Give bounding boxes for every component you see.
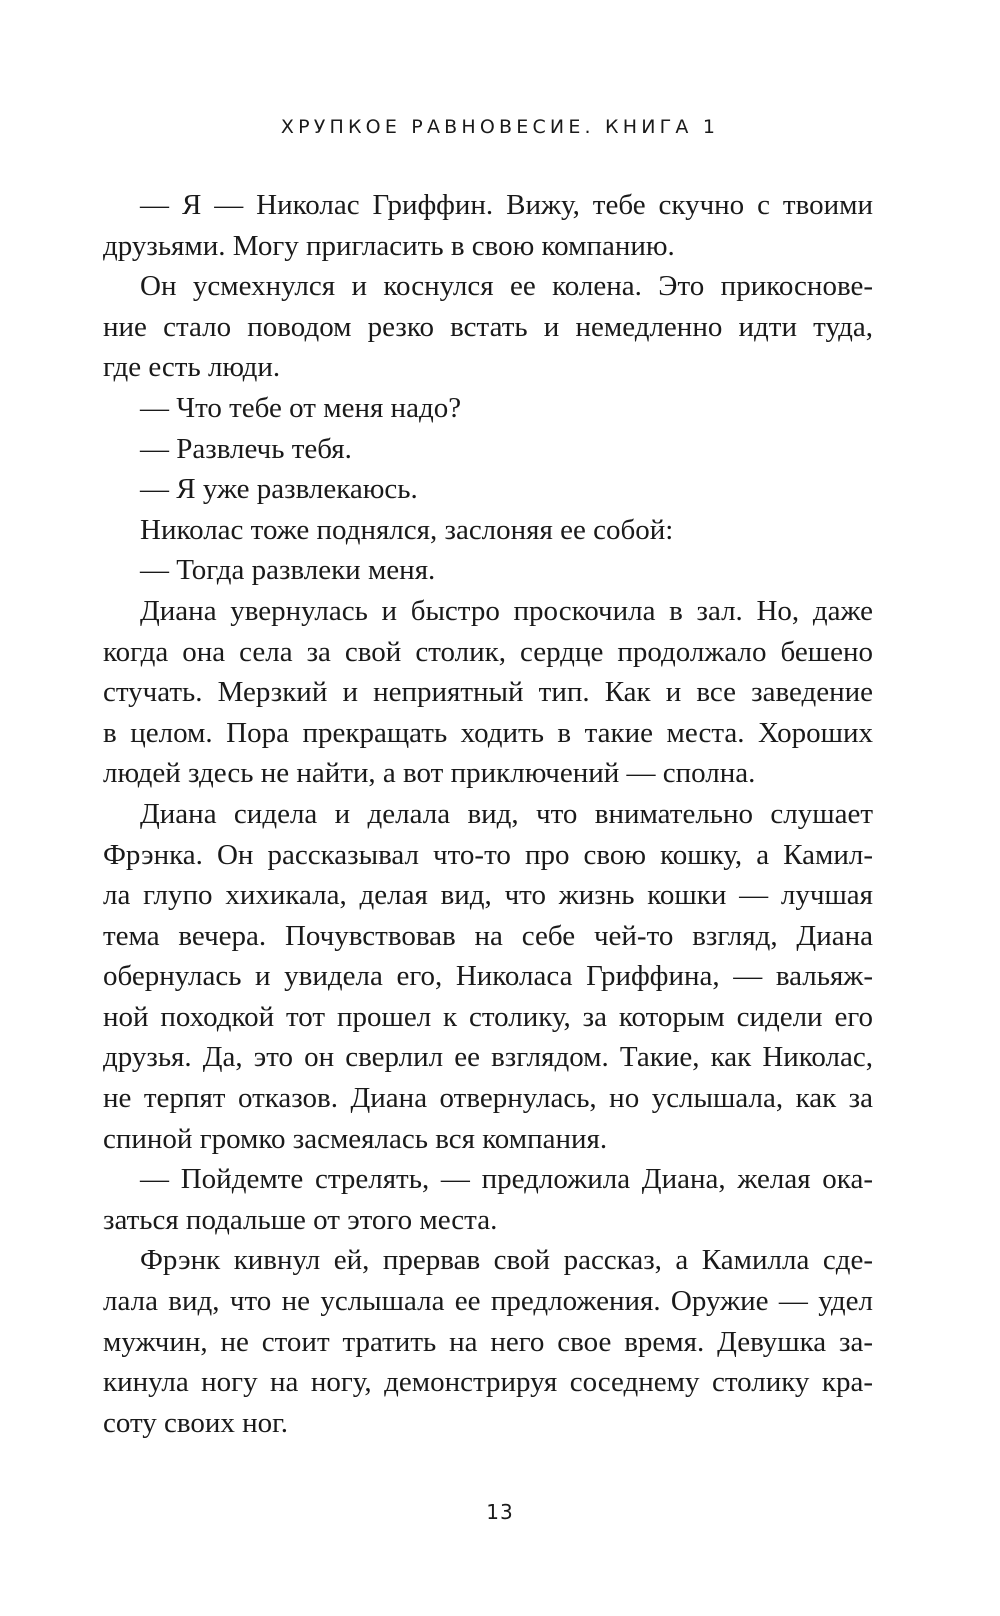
text-line: — Я — Николас Гриффин. Вижу, тебе скучно с твоими (140, 189, 873, 221)
text-line: стучать. Мерзкий и неприятный тип. Как и все заведение (103, 676, 873, 709)
text-line: Фрэнка. Он рассказывал что-то про свою кошку, а Камил- (103, 838, 873, 871)
text-line: когда она села за свой столик, сердце продолжало бешено (103, 635, 873, 668)
text-line: соту своих ног. (103, 1406, 289, 1439)
text-line: Николас тоже поднялся, заслоняя ее собой: (140, 513, 674, 546)
text-line: кинула ногу на ногу, демонстрируя соседнему столику кра- (103, 1366, 873, 1399)
page-number: 13 (486, 1500, 514, 1524)
text-line: Фрэнк кивнул ей, прервав свой рассказ, а Камилла сде- (140, 1244, 873, 1277)
text-line: не терпят отказов. Диана отвернулась, но услышала, как за (103, 1082, 873, 1115)
text-line: Диана сидела и делала вид, что внимательно слушает (140, 797, 873, 830)
text-line: — Тогда развлеки меня. (140, 554, 436, 587)
text-line: мужчин, не стоит тратить на него свое время. Девушка за- (103, 1325, 873, 1358)
text-line: обернулась и увидела его, Николаса Гриффина, — вальяж- (103, 960, 873, 993)
body-text (103, 185, 873, 1443)
text-line: друзья. Да, это он сверлил ее взглядом. Такие, как Николас, (103, 1041, 873, 1074)
text-line: людей здесь не найти, а вот приключений — сполна. (103, 757, 756, 790)
text-line: Диана увернулась и быстро проскочила в зал. Но, даже (140, 594, 873, 627)
text-line: — Что тебе от меня надо? (140, 391, 462, 424)
text-line: — Пойдемте стрелять, — предложила Диана, желая ока- (140, 1163, 873, 1196)
text-line: друзьями. Могу пригласить в свою компанию. (103, 229, 675, 262)
text-line: ние стало поводом резко встать и немедленно идти туда, (103, 310, 873, 343)
text-line: — Я уже развлекаюсь. (140, 473, 418, 506)
running-head-title: ХРУПКОЕ РАВНОВЕСИЕ. КНИГА 1 (280, 116, 720, 138)
text-line: спиной громко засмеялась вся компания. (103, 1122, 608, 1155)
text-line: в целом. Пора прекращать ходить в такие места. Хороших (103, 716, 873, 749)
text-line: тема вечера. Почувствовав на себе чей-то взгляд, Диана (103, 919, 873, 952)
text-line: где есть люди. (103, 351, 281, 384)
text-line: Он усмехнулся и коснулся ее колена. Это прикоснове- (140, 270, 873, 303)
text-line: ла глупо хихикала, делая вид, что жизнь кошки — лучшая (103, 879, 873, 912)
text-line: — Развлечь тебя. (140, 432, 352, 465)
text-line: ной походкой тот прошел к столику, за которым сидели его (103, 1000, 873, 1033)
text-line: заться подальше от этого места. (103, 1203, 498, 1236)
text-line: лала вид, что не услышала ее предложения. Оружие — удел (103, 1285, 873, 1318)
